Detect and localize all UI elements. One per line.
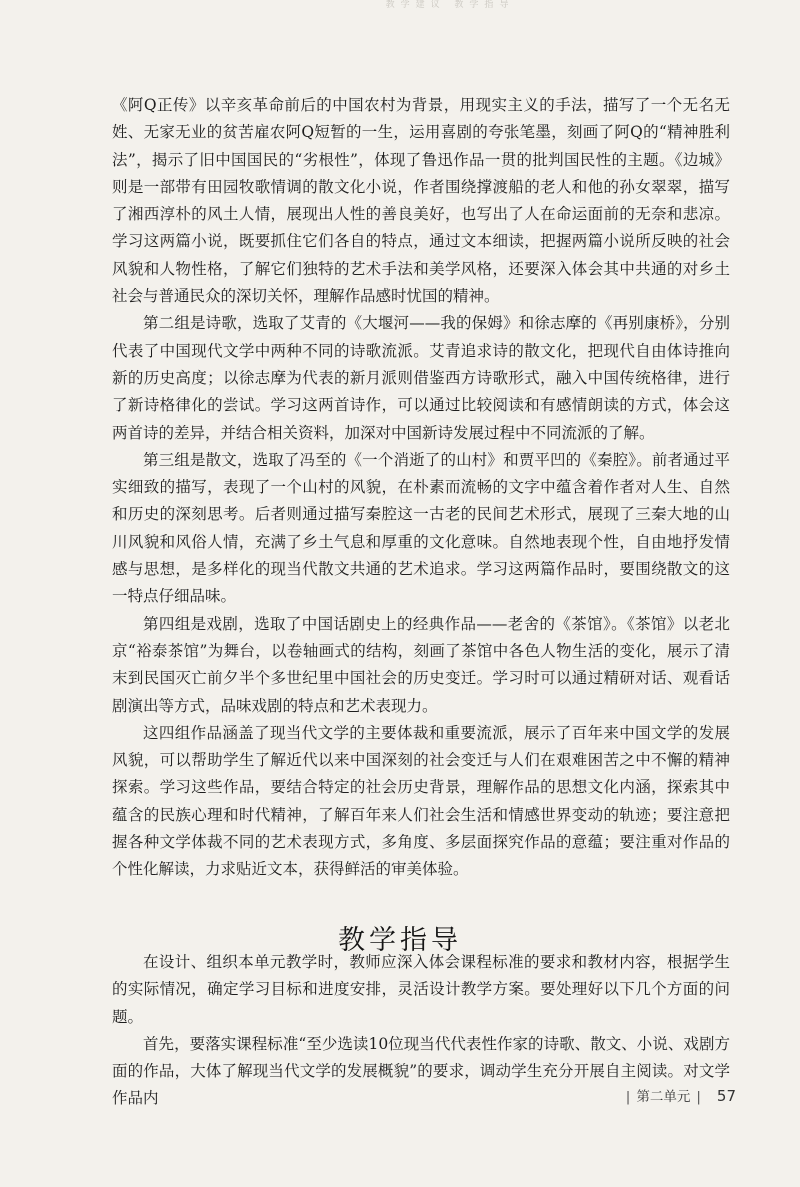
paragraph-prose: 第三组是散文，选取了冯至的《一个消逝了的山村》和贾平凹的《秦腔》。前者通过平实细致的描写，表现了一个山村的风貌，在朴素而流畅的文字中蕴含着作者对人生、自然和历史的深刻思考。后者则通过描写秦腔这一古老的民间艺术形式，展现了三秦大地的山川风貌和风俗人情，充满了乡土气息和厚重的文化意味。自然地表现个性，自由地抒发情感与思想，是多样化的现当代散文共通的艺术追求。学习这两篇作品时，要围绕散文的这一特点仔细品味。 [112, 450, 730, 606]
footer-divider-left: | [625, 1089, 631, 1105]
paragraph-drama: 第四组是戏剧，选取了中国话剧史上的经典作品——老舍的《茶馆》。《茶馆》以老北京“裕泰茶馆”为舞台，以卷轴画式的结构，刻画了茶馆中各色人物生活的变化，展示了清末到民国灭亡前夕半个多世纪里中国社会的历史变迁。学习时可以通过精研对话、观看话剧演出等方式，品味戏剧的特点和艺术表现力。 [112, 614, 730, 715]
body-text-upper [112, 92, 730, 884]
footer-unit-label: 第二单元 [636, 1089, 691, 1105]
paragraph-novels: 《阿Q正传》以辛亥革命前后的中国农村为背景，用现实主义的手法，描写了一个无名无姓、无家无业的贫苦雇农阿Q短暂的一生，运用喜剧的夸张笔墨，刻画了阿Q的“精神胜利法”，揭示了旧中国国民的“劣根性”，体现了鲁迅作品一贯的批判国民性的主题。《边城》则是一部带有田园牧歌情调的散文化小说，作者围绕撑渡船的老人和他的孙女翠翠，描写了湘西淳朴的风土人情，展现出人性的善良美好，也写出了人在命运面前的无奈和悲凉。学习这两篇小说，既要抓住它们各自的特点，通过文本细读，把握两篇小说所反映的社会风貌和人物性格，了解它们独特的艺术手法和美学风格，还要深入体会其中共通的对乡土社会与普通民众的深切关怀，理解作品感时忧国的精神。 [112, 96, 730, 306]
page-footer [620, 1085, 736, 1105]
footer-divider-right: | [696, 1089, 701, 1105]
section-title: 教学指导 [338, 925, 462, 957]
paragraph-summary: 这四组作品涵盖了现当代文学的主要体裁和重要流派，展示了百年来中国文学的发展风貌，可以帮助学生了解近代以来中国深刻的社会变迁与人们在艰难困苦之中不懈的精神探索。学习这些作品，要结合特定的社会历史背景，理解作品的思想文化内涵，探索其中蕴含的民族心理和时代精神，了解百年来人们社会生活和情感世界变动的轨迹；要注意把握各种文学体裁不同的艺术表现方式，多角度、多层面探究作品的意蕴；要注重对作品的个性化解读，力求贴近文本，获得鲜活的审美体验。 [112, 723, 730, 879]
header-bleed-text: 教学建议 教学指导 [385, 0, 515, 10]
paragraph-guidance-intro: 在设计、组织本单元教学时，教师应深入体会课程标准的要求和教材内容，根据学生的实际情况，确定学习目标和进度安排，灵活设计教学方案。要处理好以下几个方面的问题。 [112, 953, 730, 1026]
paragraph-guidance-first: 首先，要落实课程标准“至少选读10位现当代代表性作家的诗歌、散文、小说、戏剧方面的作品，大体了解现当代文学的发展概貌”的要求，调动学生充分开展自主阅读。对文学作品内 [112, 1034, 730, 1108]
paragraph-poetry: 第二组是诗歌，选取了艾青的《大堰河——我的保姆》和徐志摩的《再别康桥》，分别代表了中国现代文学中两种不同的诗歌流派。艾青追求诗的散文化，把现代自由体诗推向新的历史高度；以徐志摩为代表的新月派则借鉴西方诗歌形式，融入中国传统格律，进行了新诗格律化的尝试。学习这两首诗作，可以通过比较阅读和有感情朗读的方式，体会这两首诗的差异，并结合相关资料，加深对中国新诗发展过程中不同流派的了解。 [112, 314, 730, 442]
page-number: 57 [716, 1087, 736, 1105]
